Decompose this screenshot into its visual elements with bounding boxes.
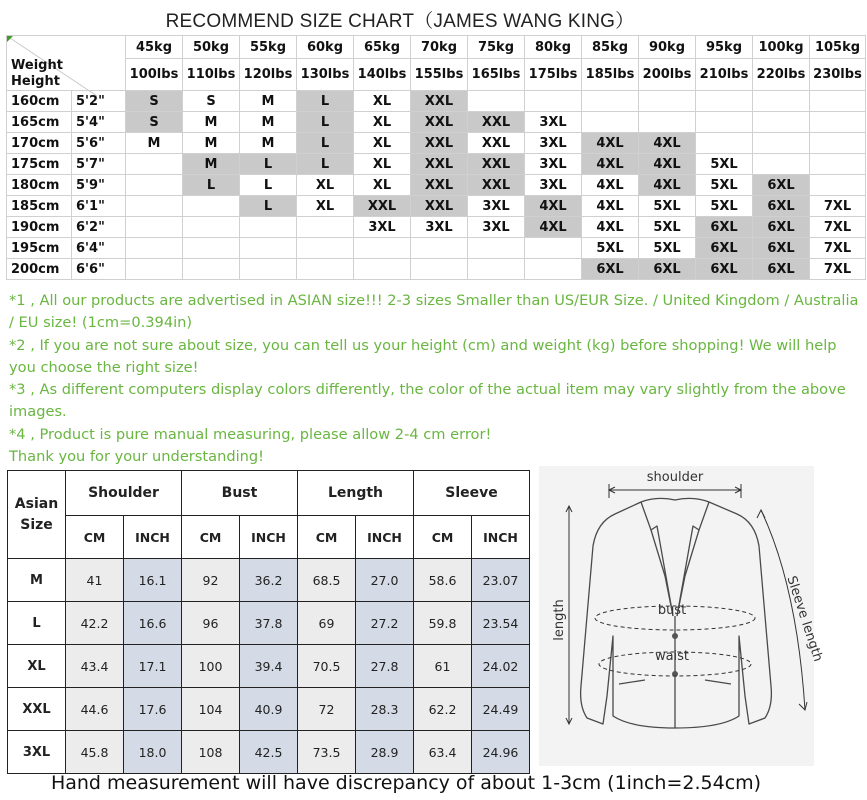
weight-lbs-header: 110lbs (183, 59, 240, 91)
size-cell: XXL (411, 112, 468, 133)
unit-header: CM (182, 516, 240, 559)
size-label: M (8, 559, 66, 602)
size-cell: 3XL (525, 133, 582, 154)
size-cell: XXL (354, 196, 411, 217)
size-cell: XL (354, 91, 411, 112)
size-cell (810, 175, 866, 196)
size-cell (639, 91, 696, 112)
note-line: Thank you for your understanding! (9, 448, 264, 466)
size-cell: L (240, 196, 297, 217)
size-row (7, 196, 866, 217)
size-row (7, 217, 866, 238)
size-cell: S (183, 91, 240, 112)
weight-kg-header: 75kg (468, 36, 525, 59)
value-inch: 16.1 (124, 559, 182, 602)
value-cm: 108 (182, 731, 240, 774)
size-cell (525, 91, 582, 112)
table-row (8, 645, 530, 688)
size-cell (240, 217, 297, 238)
value-inch: 17.6 (124, 688, 182, 731)
size-cell (753, 154, 810, 175)
size-cell: S (126, 91, 183, 112)
size-cell: L (297, 154, 354, 175)
value-inch: 27.8 (356, 645, 414, 688)
size-row (7, 91, 866, 112)
size-cell: 6XL (753, 175, 810, 196)
unit-header: INCH (356, 516, 414, 559)
measurement-table (7, 470, 530, 774)
value-cm: 58.6 (414, 559, 472, 602)
bust-label: bust (657, 603, 687, 618)
weight-lbs-header: 200lbs (639, 59, 696, 91)
size-cell: L (240, 175, 297, 196)
size-cell: 6XL (753, 259, 810, 280)
size-cell: 3XL (468, 196, 525, 217)
size-cell (468, 238, 525, 259)
unit-header: CM (414, 516, 472, 559)
measure-group-header: Shoulder (66, 471, 182, 516)
value-inch: 27.2 (356, 602, 414, 645)
value-inch: 37.8 (240, 602, 298, 645)
size-row (7, 238, 866, 259)
weight-label: Weight (11, 58, 63, 73)
weight-lbs-header: 140lbs (354, 59, 411, 91)
size-cell (525, 238, 582, 259)
height-ft: 5'7" (72, 154, 126, 175)
size-cell: 4XL (582, 133, 639, 154)
size-cell: M (183, 154, 240, 175)
size-cell: XXL (468, 112, 525, 133)
size-row (7, 154, 866, 175)
value-cm: 72 (298, 688, 356, 731)
value-inch: 28.9 (356, 731, 414, 774)
size-cell (411, 259, 468, 280)
size-cell (183, 259, 240, 280)
value-cm: 62.2 (414, 688, 472, 731)
size-cell: XL (354, 154, 411, 175)
size-cell: M (240, 133, 297, 154)
height-cm: 170cm (7, 133, 72, 154)
size-cell: 6XL (753, 238, 810, 259)
value-cm: 59.8 (414, 602, 472, 645)
size-cell: XXL (411, 175, 468, 196)
size-cell: 7XL (810, 217, 866, 238)
size-label: XXL (8, 688, 66, 731)
size-cell: M (183, 112, 240, 133)
value-cm: 96 (182, 602, 240, 645)
size-cell: 5XL (639, 217, 696, 238)
size-cell (126, 217, 183, 238)
height-cm: 175cm (7, 154, 72, 175)
weight-lbs-header: 130lbs (297, 59, 354, 91)
size-cell: 6XL (696, 217, 753, 238)
size-label: Size (20, 516, 53, 533)
height-cm: 180cm (7, 175, 72, 196)
size-cell (468, 259, 525, 280)
size-cell: 5XL (696, 175, 753, 196)
weight-lbs-header: 185lbs (582, 59, 639, 91)
size-cell: L (297, 91, 354, 112)
size-cell (411, 238, 468, 259)
size-cell: 4XL (582, 175, 639, 196)
size-cell (240, 238, 297, 259)
size-cell: 3XL (525, 154, 582, 175)
note-line: *2 , If you are not sure about size, you can tell us your height (cm) and weight (kg) before shopping! We will help you choose the right size! (9, 336, 837, 376)
weight-kg-header: 50kg (183, 36, 240, 59)
height-ft: 6'2" (72, 217, 126, 238)
value-cm: 61 (414, 645, 472, 688)
size-cell: 7XL (810, 259, 866, 280)
size-cell (183, 238, 240, 259)
size-cell (183, 196, 240, 217)
size-cell: 4XL (639, 154, 696, 175)
size-cell (126, 259, 183, 280)
weight-kg-header: 90kg (639, 36, 696, 59)
size-cell (126, 154, 183, 175)
size-cell: XXL (468, 154, 525, 175)
value-inch: 18.0 (124, 731, 182, 774)
size-cell: 6XL (696, 259, 753, 280)
size-cell: 4XL (582, 154, 639, 175)
notes (9, 290, 861, 468)
size-cell: XXL (468, 175, 525, 196)
height-ft: 5'9" (72, 175, 126, 196)
weight-lbs-header: 210lbs (696, 59, 753, 91)
value-inch: 17.1 (124, 645, 182, 688)
size-cell (696, 112, 753, 133)
unit-header: INCH (472, 516, 530, 559)
size-cell (753, 133, 810, 154)
value-inch: 16.6 (124, 602, 182, 645)
value-inch: 23.07 (472, 559, 530, 602)
value-inch: 36.2 (240, 559, 298, 602)
weight-lbs-header: 220lbs (753, 59, 810, 91)
chart-title: RECOMMEND SIZE CHART（JAMES WANG KING） (165, 10, 635, 32)
value-cm: 68.5 (298, 559, 356, 602)
size-label: 3XL (8, 731, 66, 774)
weight-kg-header: 80kg (525, 36, 582, 59)
size-cell (240, 259, 297, 280)
weight-lbs-header: 230lbs (810, 59, 866, 91)
size-cell (126, 175, 183, 196)
size-cell (126, 196, 183, 217)
value-cm: 41 (66, 559, 124, 602)
size-cell: XL (354, 175, 411, 196)
unit-header: CM (66, 516, 124, 559)
note-line: *4 , Product is pure manual measuring, please allow 2-4 cm error! (9, 425, 492, 443)
asian-label: Asian (14, 495, 59, 512)
measure-group-header: Length (298, 471, 414, 516)
note-line: *1 , All our products are advertised in ASIAN size!!! 2-3 sizes Smaller than US/EUR Size. / United Kingdom / Australia / EU size! (1cm=0.394in) (9, 292, 859, 332)
value-cm: 92 (182, 559, 240, 602)
sleeve-length-label: Sleeve length (783, 574, 826, 664)
size-cell: 5XL (582, 238, 639, 259)
value-inch: 42.5 (240, 731, 298, 774)
size-cell: 3XL (468, 217, 525, 238)
size-cell: 5XL (696, 154, 753, 175)
weight-kg-header: 85kg (582, 36, 639, 59)
value-cm: 43.4 (66, 645, 124, 688)
value-cm: 42.2 (66, 602, 124, 645)
size-cell: L (240, 154, 297, 175)
size-cell: XL (297, 196, 354, 217)
size-cell: 3XL (525, 175, 582, 196)
value-cm: 104 (182, 688, 240, 731)
size-cell: 5XL (639, 196, 696, 217)
size-cell (297, 259, 354, 280)
weight-kg-header: 70kg (411, 36, 468, 59)
height-ft: 6'1" (72, 196, 126, 217)
size-cell (354, 259, 411, 280)
size-cell: XL (297, 175, 354, 196)
value-cm: 44.6 (66, 688, 124, 731)
value-inch: 27.0 (356, 559, 414, 602)
weight-kg-header: 105kg (810, 36, 866, 59)
size-cell: 6XL (753, 217, 810, 238)
size-cell: 4XL (582, 196, 639, 217)
length-label: length (552, 599, 567, 641)
size-cell: 7XL (810, 196, 866, 217)
size-cell (639, 112, 696, 133)
size-cell (354, 238, 411, 259)
weight-lbs-header: 120lbs (240, 59, 297, 91)
weight-kg-header: 45kg (126, 36, 183, 59)
size-cell: 7XL (810, 238, 866, 259)
height-cm: 185cm (7, 196, 72, 217)
size-cell: XXL (411, 196, 468, 217)
asian-size-header (8, 471, 66, 559)
weight-lbs-header: 155lbs (411, 59, 468, 91)
value-cm: 45.8 (66, 731, 124, 774)
size-cell (810, 112, 866, 133)
measure-group-header: Bust (182, 471, 298, 516)
unit-header: CM (298, 516, 356, 559)
size-chart (6, 35, 866, 280)
size-cell (183, 217, 240, 238)
size-cell: 6XL (582, 259, 639, 280)
weight-kg-header: 100kg (753, 36, 810, 59)
height-label: Height (11, 74, 60, 89)
size-cell: L (297, 133, 354, 154)
size-row (7, 112, 866, 133)
size-cell: XXL (411, 133, 468, 154)
height-cm: 165cm (7, 112, 72, 133)
size-cell: 4XL (582, 217, 639, 238)
shoulder-label: shoulder (646, 470, 704, 485)
size-cell (696, 91, 753, 112)
size-chart-table (6, 35, 866, 280)
height-cm: 200cm (7, 259, 72, 280)
size-cell: S (126, 112, 183, 133)
height-cm: 160cm (7, 91, 72, 112)
measure-group-header: Sleeve (414, 471, 530, 516)
size-cell (810, 133, 866, 154)
size-cell: 3XL (525, 112, 582, 133)
size-cell: 6XL (639, 259, 696, 280)
size-cell: 6XL (753, 196, 810, 217)
unit-header: INCH (240, 516, 298, 559)
size-cell (297, 217, 354, 238)
value-cm: 73.5 (298, 731, 356, 774)
jacket-illustration (539, 466, 826, 766)
weight-kg-header: 65kg (354, 36, 411, 59)
value-cm: 69 (298, 602, 356, 645)
value-inch: 39.4 (240, 645, 298, 688)
unit-header: INCH (124, 516, 182, 559)
weight-lbs-header: 165lbs (468, 59, 525, 91)
weight-height-corner (7, 36, 126, 91)
weight-kg-header: 95kg (696, 36, 753, 59)
size-cell (297, 238, 354, 259)
size-cell: 4XL (525, 196, 582, 217)
footer-note: Hand measurement will have discrepancy of about 1-3cm (1inch=2.54cm) (50, 772, 762, 794)
size-cell: M (240, 112, 297, 133)
size-row (7, 259, 866, 280)
height-ft: 5'6" (72, 133, 126, 154)
value-cm: 100 (182, 645, 240, 688)
size-cell: 3XL (354, 217, 411, 238)
weight-lbs-header: 175lbs (525, 59, 582, 91)
height-cm: 195cm (7, 238, 72, 259)
size-cell: XL (354, 112, 411, 133)
size-cell: 5XL (639, 238, 696, 259)
size-cell: XL (354, 133, 411, 154)
size-cell: 4XL (639, 175, 696, 196)
size-cell (696, 133, 753, 154)
size-row (7, 133, 866, 154)
size-label: XL (8, 645, 66, 688)
height-cm: 190cm (7, 217, 72, 238)
value-cm: 70.5 (298, 645, 356, 688)
waist-label: waist (654, 649, 690, 664)
size-label: L (8, 602, 66, 645)
value-inch: 23.54 (472, 602, 530, 645)
size-cell: M (240, 91, 297, 112)
size-cell (753, 112, 810, 133)
size-cell (753, 91, 810, 112)
size-cell: 3XL (411, 217, 468, 238)
size-cell (582, 112, 639, 133)
size-cell: 6XL (696, 238, 753, 259)
size-cell (126, 238, 183, 259)
value-inch: 40.9 (240, 688, 298, 731)
weight-kg-header: 55kg (240, 36, 297, 59)
value-inch: 24.02 (472, 645, 530, 688)
height-ft: 5'2" (72, 91, 126, 112)
weight-kg-header: 60kg (297, 36, 354, 59)
table-row (8, 602, 530, 645)
size-cell (525, 259, 582, 280)
size-row (7, 175, 866, 196)
weight-lbs-header: 100lbs (126, 59, 183, 91)
size-cell: 5XL (696, 196, 753, 217)
size-cell: 4XL (639, 133, 696, 154)
table-row (8, 688, 530, 731)
button-top (672, 633, 678, 639)
size-cell: 4XL (525, 217, 582, 238)
value-inch: 24.49 (472, 688, 530, 731)
size-cell (468, 91, 525, 112)
value-cm: 63.4 (414, 731, 472, 774)
size-cell (810, 154, 866, 175)
note-line: *3 , As different computers display colors differently, the color of the actual item may vary slightly from the above images. (9, 381, 846, 421)
size-cell: XXL (411, 91, 468, 112)
table-row (8, 731, 530, 774)
size-cell: M (126, 133, 183, 154)
size-cell: L (183, 175, 240, 196)
size-cell: M (183, 133, 240, 154)
height-ft: 5'4" (72, 112, 126, 133)
height-ft: 6'6" (72, 259, 126, 280)
size-cell: L (297, 112, 354, 133)
value-inch: 28.3 (356, 688, 414, 731)
table-row (8, 559, 530, 602)
value-inch: 24.96 (472, 731, 530, 774)
height-ft: 6'4" (72, 238, 126, 259)
size-cell (582, 91, 639, 112)
size-cell: XXL (411, 154, 468, 175)
size-cell: XXL (468, 133, 525, 154)
size-cell (810, 91, 866, 112)
